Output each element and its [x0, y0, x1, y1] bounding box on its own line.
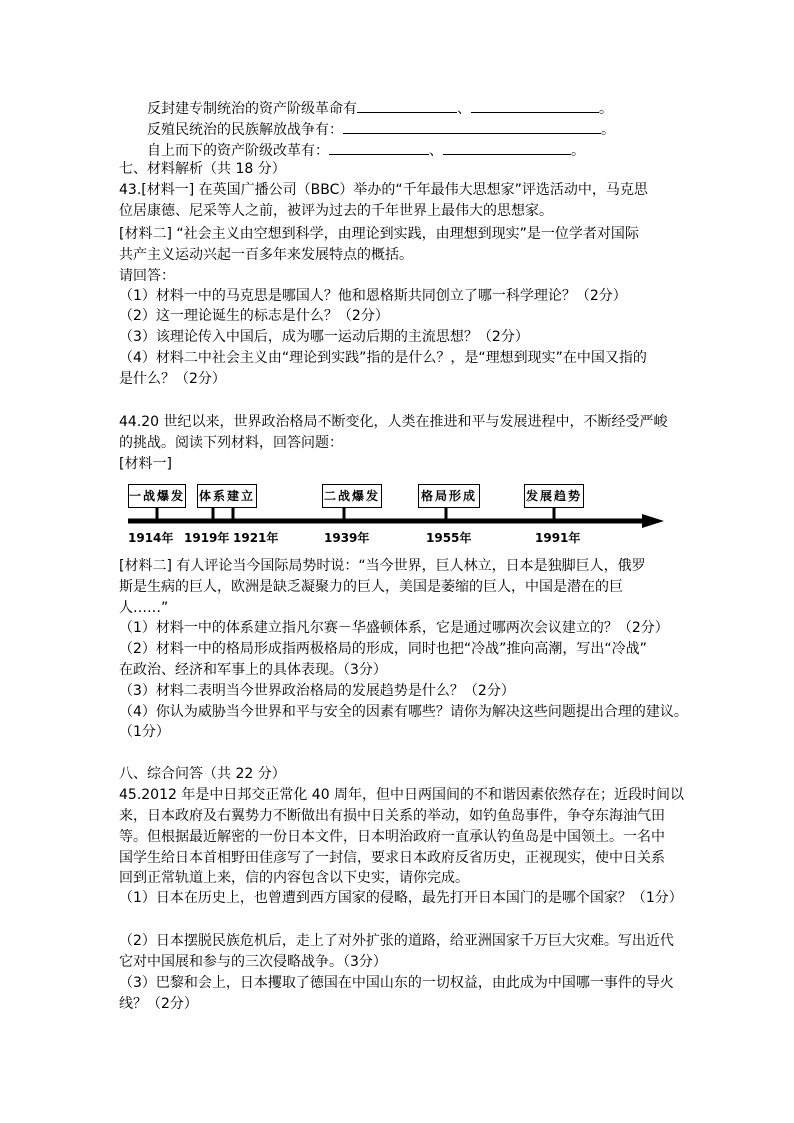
q45-question-1: （1）日本在历史上，也曾遭到西方国家的侵略，最先打开日本国门的是哪个国家？（1分） — [119, 890, 683, 906]
blank-line-revolutions — [147, 98, 613, 119]
separator: 、 — [429, 143, 443, 159]
timeline-event-system: 体系建立 — [197, 484, 257, 508]
timeline-event-wwii: 二战爆发 — [322, 484, 382, 508]
q45-text-line: 等。但根据最近解密的一份日本文件，日本明治政府一直承认钓鱼岛是中国领土。一名中 — [119, 829, 665, 845]
q44-intro-line: 44.20 世纪以来，世界政治格局不断变化，人类在推进和平与发展进程中，不断经受严峻 — [119, 414, 668, 430]
q45-question-2: （2）日本摆脱民族危机后，走上了对外扩张的道路，给亚洲国家千万巨大灾难。写出近代 — [119, 933, 674, 949]
q44-question-3: （3）材料二表明当今世界政治格局的发展趋势是什么？（2分） — [119, 683, 515, 699]
answer-blank[interactable] — [471, 98, 599, 113]
q43-material2-line: [材料二] “社会主义由空想到科学，由理论到实践，由理想到现实”是一位学者对国际 — [119, 226, 639, 242]
blank-line-label: 反封建专制统治的资产阶级革命有 — [147, 101, 357, 117]
line-end: 。 — [601, 122, 615, 138]
blank-line-liberation-wars — [147, 119, 615, 140]
timeline-year: 1939年 — [324, 531, 370, 545]
blank-line-label: 反殖民统治的民族解放战争有： — [147, 122, 343, 138]
q45-question-3-cont: 线？（2分） — [119, 996, 198, 1012]
q45-text-line: 回到正常轨道上来，信的内容包含以下史实，请你完成。 — [119, 870, 469, 886]
line-end: 。 — [599, 101, 613, 117]
timeline-event-wwi: 一战爆发 — [128, 484, 186, 508]
blank-line-label: 自上而下的资产阶级改革有： — [147, 143, 329, 159]
q44-question-2: （2）材料一中的格局形成指两极格局的形成，同时也把“冷战”推向高潮，写出“冷战” — [119, 641, 647, 657]
q43-material1-line: 43.[材料一] 在英国广播公司（BBC）举办的“千年最伟大思想家”评选活动中，马克思 — [119, 182, 648, 198]
q43-question-4: （4）材料二中社会主义由“理论到实践”指的是什么？，是“理想到现实”在中国又指的 — [119, 350, 647, 366]
q44-question-4-cont: （1分） — [119, 724, 170, 740]
timeline-year: 1919年 — [184, 531, 230, 545]
q44-material2-line: 斯是生病的巨人，欧洲是缺乏凝聚力的巨人，美国是萎缩的巨人，中国是潜在的巨 — [119, 579, 623, 595]
q43-prompt: 请回答： — [119, 268, 175, 284]
section-heading: 七、材料解析（共 18 分） — [119, 161, 286, 177]
q45-text-line: 来，日本政府及右翼势力不断做出有损中日关系的举动，如钓鱼岛事件，争夺东海油气田 — [119, 808, 665, 824]
line-end: 。 — [571, 143, 585, 159]
q43-material1-line: 位居康德、尼采等人之前，被评为过去的千年世界上最伟大的思想家。 — [119, 203, 553, 219]
q43-question-4-cont: 是什么？（2分） — [119, 371, 226, 387]
timeline-year: 1921年 — [233, 531, 279, 545]
timeline-event-trend: 发展趋势 — [524, 484, 584, 508]
timeline-year: 1914年 — [128, 531, 174, 545]
q45-question-3: （3）巴黎和会上，日本攫取了德国在中国山东的一切权益，由此成为中国哪一事件的导火 — [119, 975, 674, 991]
q43-material2-line: 共产主义运动兴起一百多年来发展特点的概括。 — [119, 247, 413, 263]
q43-question-2: （2）这一理论诞生的标志是什么？（2分） — [119, 308, 389, 324]
blank-line-reforms — [147, 140, 585, 161]
q44-material2-line: 人……” — [119, 600, 169, 616]
separator: 、 — [457, 101, 471, 117]
q45-question-2-cont: 它对中国展和参与的三次侵略战争。（3分） — [119, 954, 387, 970]
timeline-year: 1955年 — [426, 531, 472, 545]
answer-blank[interactable] — [443, 140, 571, 155]
answer-blank[interactable] — [343, 119, 601, 134]
q44-question-1: （1）材料一中的体系建立指凡尔赛－华盛顿体系，它是通过哪两次会议建立的？（2分） — [119, 620, 669, 636]
q44-material1-label: [材料一] — [119, 456, 172, 472]
timeline-year: 1991年 — [535, 531, 581, 545]
q44-question-2-cont: 在政治、经济和军事上的具体表现。（3分） — [119, 662, 387, 678]
q43-question-1: （1）材料一中的马克思是哪国人？他和恩格斯共同创立了哪一科学理论？（2分） — [119, 288, 627, 304]
q44-question-4: （4）你认为威胁当今世界和平与安全的因素有哪些？请你为解决这些问题提出合理的建议。 — [119, 704, 688, 720]
q44-intro-line: 的挑战。阅读下列材料，回答问题： — [119, 435, 343, 451]
section-heading: 八、综合问答（共 22 分） — [119, 766, 286, 782]
answer-blank[interactable] — [357, 98, 457, 113]
q44-material2-line: [材料二] 有人评论当今国际局势时说：“当今世界，巨人林立，日本是独脚巨人，俄罗 — [119, 558, 646, 574]
q45-text-line: 45.2012 年是中日邦交正常化 40 周年，但中日两国间的不和谐因素依然存在；近段时间以 — [119, 787, 685, 803]
answer-blank[interactable] — [329, 140, 429, 155]
q43-question-3: （3）该理论传入中国后，成为哪一运动后期的主流思想？（2分） — [119, 329, 529, 345]
q45-text-line: 国学生给日本首相野田佳彦写了一封信，要求日本政府反省历史，正视现实，使中日关系 — [119, 850, 665, 866]
timeline-event-pattern: 格局形成 — [418, 484, 480, 508]
